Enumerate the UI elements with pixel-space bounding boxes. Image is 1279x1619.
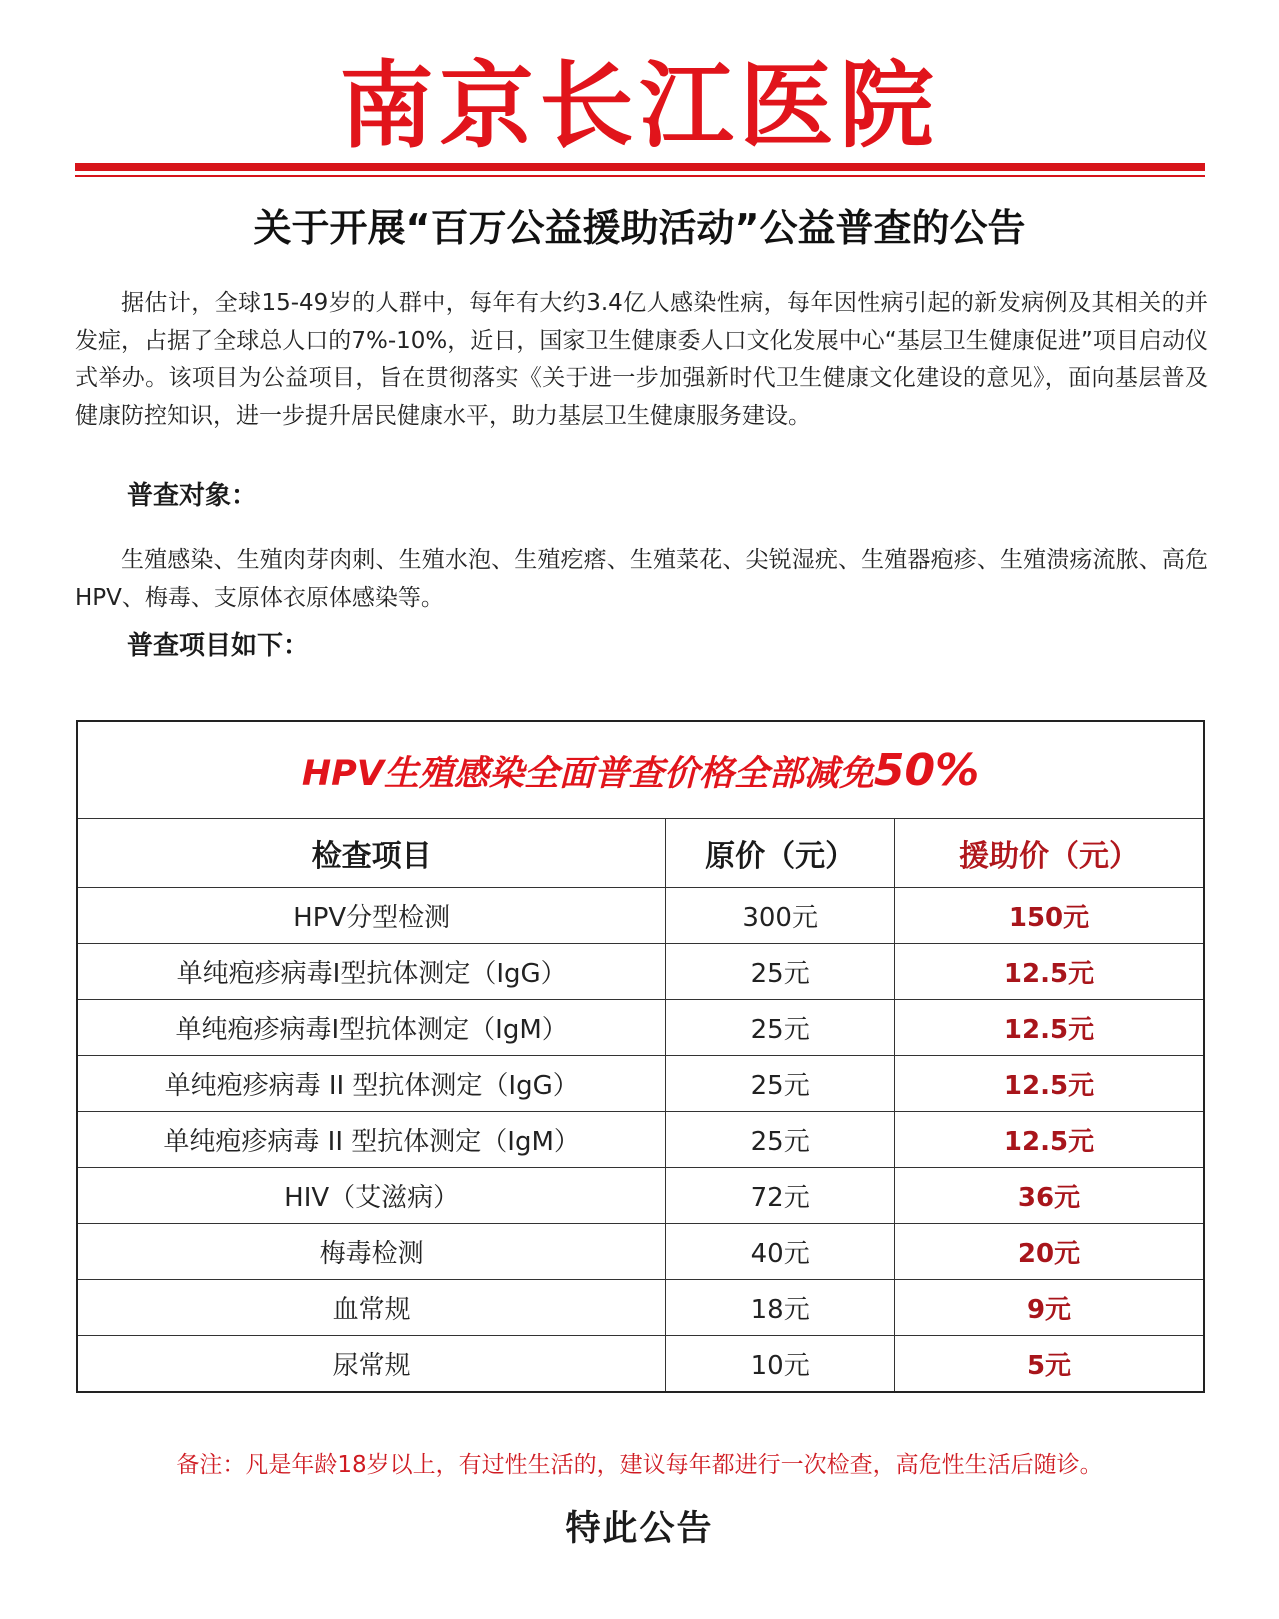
header-item: 检查项目 [77, 819, 666, 888]
table-row [77, 1000, 1204, 1056]
original-price-cell: 300元 [666, 888, 895, 944]
table-row [77, 1280, 1204, 1336]
header-rule-thick [75, 163, 1205, 171]
item-cell: 单纯疱疹病毒I型抗体测定（IgM） [77, 1000, 666, 1056]
aid-price-cell: 5元 [895, 1336, 1205, 1393]
aid-price-cell: 12.5元 [895, 1112, 1205, 1168]
closing-statement: 特此公告 [565, 1509, 714, 1549]
banner-text: HPV生殖感染全面普查价格全部减免 [301, 753, 874, 794]
item-cell: 单纯疱疹病毒 II 型抗体测定（IgG） [77, 1056, 666, 1112]
header-aid-price: 援助价（元） [895, 819, 1205, 888]
notice-title: 关于开展“百万公益援助活动”公益普查的公告 [253, 206, 1026, 250]
subjects-paragraph: 生殖感染、生殖肉芽肉刺、生殖水泡、生殖疙瘩、生殖菜花、尖锐湿疣、生殖器疱疹、生殖溃疡流脓、高危HPV、梅毒、支原体衣原体感染等。 [75, 547, 1208, 611]
aid-price-cell: 12.5元 [895, 1056, 1205, 1112]
aid-price-cell: 36元 [895, 1168, 1205, 1224]
table-row [77, 944, 1204, 1000]
original-price-cell: 25元 [666, 944, 895, 1000]
items-label: 普查项目如下： [127, 631, 310, 661]
banner-row [77, 721, 1204, 819]
original-price-cell: 18元 [666, 1280, 895, 1336]
original-price-cell: 25元 [666, 1000, 895, 1056]
original-price-cell: 72元 [666, 1168, 895, 1224]
item-cell: HIV（艾滋病） [77, 1168, 666, 1224]
banner-percent: 50% [873, 744, 980, 796]
original-price-cell: 25元 [666, 1112, 895, 1168]
original-price-cell: 10元 [666, 1336, 895, 1393]
header-rule-thin [75, 175, 1205, 177]
table-row [77, 1224, 1204, 1280]
aid-price-cell: 150元 [895, 888, 1205, 944]
aid-price-cell: 9元 [895, 1280, 1205, 1336]
header-original-price: 原价（元） [666, 819, 895, 888]
original-price-cell: 25元 [666, 1056, 895, 1112]
item-cell: 梅毒检测 [77, 1224, 666, 1280]
item-cell: 单纯疱疹病毒I型抗体测定（IgG） [77, 944, 666, 1000]
table-row [77, 888, 1204, 944]
price-table [76, 720, 1205, 1393]
table-row [77, 1336, 1204, 1393]
header-row [77, 819, 1204, 888]
item-cell: HPV分型检测 [77, 888, 666, 944]
aid-price-cell: 20元 [895, 1224, 1205, 1280]
original-price-cell: 40元 [666, 1224, 895, 1280]
hospital-name: 南京长江医院 [339, 52, 940, 161]
aid-price-cell: 12.5元 [895, 944, 1205, 1000]
item-cell: 单纯疱疹病毒 II 型抗体测定（IgM） [77, 1112, 666, 1168]
item-cell: 尿常规 [77, 1336, 666, 1393]
remark: 备注：凡是年龄18岁以上，有过性生活的，建议每年都进行一次检查，高危性生活后随诊。 [176, 1452, 1103, 1478]
intro-paragraph: 据估计，全球15-49岁的人群中，每年有大约3.4亿人感染性病，每年因性病引起的新发病例及其相关的并发症，占据了全球总人口的7%-10%，近日，国家卫生健康委人口文化发展中心“基层卫生健康促进”项目启动仪式举办。该项目为公益项目，旨在贯彻落实《关于进一步加强新时代卫生健康文化建设的意见》，面向基层普及健康防控知识，进一步提升居民健康水平，助力基层卫生健康服务建设。 [75, 290, 1208, 429]
subjects-label: 普查对象： [127, 481, 258, 511]
table-row [77, 1056, 1204, 1112]
banner-cell [77, 721, 1204, 819]
item-cell: 血常规 [77, 1280, 666, 1336]
aid-price-cell: 12.5元 [895, 1000, 1205, 1056]
table-row [77, 1112, 1204, 1168]
table-row [77, 1168, 1204, 1224]
